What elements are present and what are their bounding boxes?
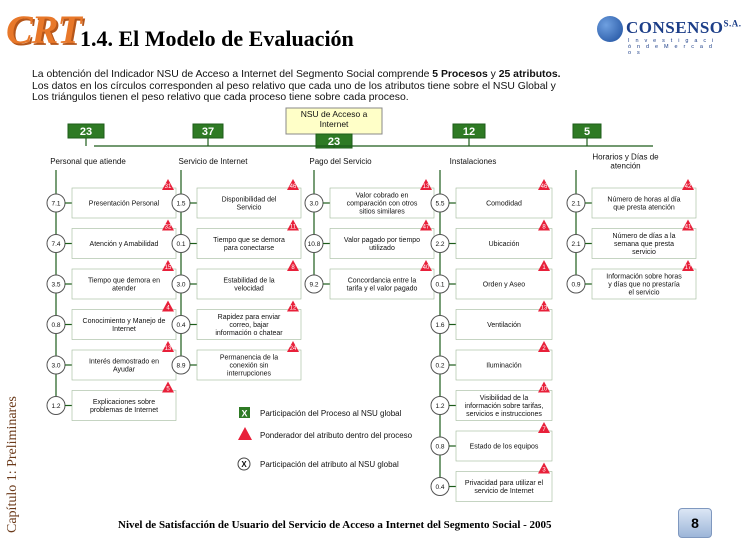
attribute-label-line: que presta atención: [613, 204, 675, 212]
attribute-circle-value: 1.2: [51, 403, 61, 410]
process-name-line: Personal que atiende: [50, 156, 126, 166]
legend-x-glyph: X: [241, 408, 248, 419]
root-weight-box-value: 23: [327, 136, 341, 148]
attribute-circle-value: 3.0: [51, 362, 61, 370]
attribute-circle-value: 2.1: [571, 200, 581, 208]
evaluation-tree-diagram: [28, 109, 720, 508]
attribute-label-line: Concordancia entre la: [347, 277, 417, 285]
attribute-label-line: Número de horas al día: [607, 196, 681, 204]
attribute-circle-value: 3.0: [309, 200, 319, 208]
legend-text-line: Participación del atributo al NSU global: [260, 459, 399, 469]
attribute-circle-value: 3.5: [51, 281, 61, 289]
process-weight-box-value: 37: [201, 126, 215, 138]
process-weight-triangle-value: 12: [289, 305, 297, 312]
consenso-brand: CONSENSO: [626, 18, 724, 37]
attribute-label-line: servicios e instrucciones: [466, 410, 542, 418]
chapter-label: Capítulo 1: Preliminares: [5, 396, 20, 533]
attribute-label-line: utilizado: [369, 244, 395, 252]
attribute-label-line: servicio de Internet: [474, 487, 534, 495]
attribute-label-line: semana que presta: [614, 240, 674, 248]
attribute-label-line: servicio: [632, 248, 656, 256]
intro-line2: Los datos en los círculos corresponden al peso relativo que cada uno de los atributos tiene sobre el NSU Global y: [32, 80, 556, 92]
attribute-circle-value: 0.1: [435, 281, 445, 289]
consenso-globe-icon: [597, 16, 623, 42]
process-weight-triangle-value: 32: [164, 224, 172, 231]
process-weight-box-value: 23: [79, 126, 93, 138]
process-name-line: atención: [610, 161, 641, 171]
attribute-label-line: Ayudar: [112, 366, 136, 374]
attribute-label-line: Conocimiento y Manejo de: [82, 317, 166, 325]
attribute-label-line: atender: [112, 285, 136, 293]
attribute-circle-value: 1.5: [176, 200, 186, 208]
process-weight-triangle-value: 4: [166, 305, 170, 312]
attribute-label-line: tarifa y el valor pagado: [346, 285, 418, 293]
intro-bold-attributes: 25 atributos.: [498, 69, 561, 80]
crt-logo: CRT: [6, 7, 81, 52]
attribute-label-line: y días que no prestaría: [608, 281, 680, 289]
process-weight-triangle-value: 10: [540, 386, 548, 393]
attribute-label-line: sitios similares: [359, 208, 405, 216]
root-label: Internet: [319, 119, 349, 129]
attribute-circle-value: 8.9: [176, 362, 186, 370]
process-weight-triangle-value: 7: [542, 427, 546, 433]
attribute-label-line: conexión sin: [229, 362, 269, 370]
attribute-label-line: Visibilidad de la: [479, 394, 529, 402]
consenso-tagline: I n v e s t i g a c i ó n d e M e r c a d o s: [628, 38, 716, 56]
process-weight-triangle-value: 15: [164, 265, 172, 271]
attribute-label-line: interrupciones: [227, 370, 271, 378]
attribute-label-line: correo, bajar: [229, 321, 269, 329]
process-weight-triangle-value: 5: [166, 386, 170, 393]
attribute-label-line: información sobre tarifas,: [464, 402, 544, 410]
attribute-circle-value: 7.4: [51, 241, 61, 248]
process-weight-triangle-value: 46: [289, 184, 297, 190]
attribute-label-line: comparación con otros: [346, 200, 418, 208]
consenso-logo: [626, 18, 742, 38]
attribute-circle-value: 0.4: [435, 484, 445, 491]
footer-caption: Nivel de Satisfacción de Usuario del Servicio de Acceso a Internet del Segmento Social - 2005: [118, 519, 552, 531]
process-weight-triangle-value: 31: [164, 184, 172, 190]
attribute-label-line: Valor pagado por tiempo: [343, 236, 421, 244]
intro-bold-processes: 5 Procesos: [432, 69, 488, 80]
attribute-label-line: el servicio: [628, 289, 660, 297]
intro-line3: Los triángulos tienen el peso relativo que cada proceso tiene sobre cada proceso.: [32, 92, 409, 104]
attribute-circle-value: 2.2: [435, 241, 445, 248]
attribute-circle-value: 0.8: [51, 322, 61, 329]
process-weight-triangle-value: 13: [164, 346, 172, 352]
attribute-circle-value: 1.6: [435, 322, 445, 329]
process-weight-box-value: 12: [462, 126, 476, 138]
attribute-label-line: problemas de Internet: [89, 406, 159, 414]
process-name-line: Instalaciones: [449, 156, 497, 166]
process-weight-triangle-value: 46: [540, 184, 548, 190]
process-weight-triangle-value: 47: [422, 224, 430, 231]
process-weight-triangle-value: 17: [684, 265, 692, 271]
attribute-label-line: Disponibilidad del: [221, 196, 277, 204]
attribute-label-line: Atención y Amabilidad: [89, 240, 159, 248]
attribute-label-line: Estabilidad de la: [223, 277, 275, 285]
process-name-line: Pago del Servicio: [309, 156, 372, 166]
intro-text: [32, 69, 692, 104]
intro-and: y: [487, 69, 499, 80]
attribute-label-line: información o chatear: [215, 329, 283, 337]
process-weight-triangle-value: 41: [684, 224, 692, 231]
attribute-label-line: Tiempo que demora en: [87, 277, 161, 285]
legend-text-line: Ponderador del atributo dentro del proceso: [260, 430, 413, 440]
attribute-label-line: Privacidad para utilizar el: [464, 479, 544, 487]
attribute-circle-value: 0.1: [176, 241, 186, 248]
attribute-label-line: Internet: [112, 325, 136, 333]
attribute-label-line: Orden y Aseo: [482, 281, 526, 289]
process-weight-triangle-value: 40: [422, 265, 430, 271]
attribute-circle-value: 9.2: [309, 281, 319, 289]
attribute-label-line: Presentación Personal: [88, 200, 160, 208]
process-name-line: Horarios y Días de: [592, 152, 659, 162]
process-weight-triangle-value: 8: [291, 265, 295, 271]
process-weight-triangle-value: 42: [684, 184, 692, 190]
process-weight-triangle-value: 11: [289, 224, 297, 231]
attribute-label-line: Ventilación: [487, 321, 521, 329]
process-weight-triangle-value: 13: [422, 184, 430, 190]
attribute-label-line: Valor cobrado en: [355, 192, 409, 200]
chapter-side-tab: [0, 396, 26, 540]
attribute-circle-value: 2.1: [571, 241, 581, 248]
consenso-suffix: S.A.: [723, 18, 742, 29]
attribute-label-line: Iluminación: [486, 362, 522, 370]
attribute-label-line: Número de días a la: [612, 232, 676, 240]
attribute-circle-value: 3.0: [176, 281, 186, 289]
attribute-circle-value: 1.2: [435, 403, 445, 410]
process-weight-triangle-value: 1: [542, 265, 546, 271]
attribute-label-line: Permanencia de la: [219, 354, 279, 362]
attribute-label-line: Ubicación: [488, 240, 520, 248]
attribute-label-line: Información sobre horas: [606, 273, 682, 281]
attribute-label-line: Interés demostrado en: [88, 358, 160, 366]
attribute-label-line: para conectarse: [223, 244, 275, 252]
process-weight-triangle-value: 8: [542, 224, 546, 231]
attribute-label-line: Estado de los equipos: [469, 443, 539, 451]
page-number: 8: [678, 508, 712, 538]
process-weight-box-value: 5: [583, 126, 591, 138]
attribute-label-line: Rapidez para enviar: [217, 313, 281, 321]
attribute-label-line: velocidad: [234, 285, 264, 293]
process-weight-triangle-value: 3: [542, 467, 546, 474]
attribute-circle-value: 7.1: [51, 200, 61, 208]
legend-x-glyph: X: [241, 460, 247, 469]
attribute-circle-value: 0.8: [435, 443, 445, 451]
attribute-label-line: Tiempo que se demora: [213, 236, 285, 244]
attribute-circle-value: 5.5: [435, 200, 445, 208]
process-name-line: Servicio de Internet: [178, 156, 248, 166]
intro-line1: La obtención del Indicador NSU de Acceso a Internet del Segmento Social comprende: [32, 69, 433, 80]
legend-text-line: Participación del Proceso al NSU global: [260, 408, 402, 418]
attribute-label-line: Servicio: [236, 204, 262, 212]
triangle-icon: [238, 427, 252, 440]
attribute-circle-value: 10.8: [307, 241, 321, 248]
attribute-label-line: Explicaciones sobre: [92, 398, 156, 406]
attribute-label-line: Comodidad: [486, 200, 522, 208]
attribute-circle-value: 0.4: [176, 322, 186, 329]
process-weight-triangle-value: 13: [540, 305, 548, 312]
process-weight-triangle-value: 2: [542, 346, 546, 352]
attribute-circle-value: 0.2: [435, 362, 445, 370]
process-weight-triangle-value: 24: [289, 346, 297, 352]
slide-title: 1.4. El Modelo de Evaluación: [80, 26, 354, 51]
attribute-circle-value: 0.9: [571, 281, 581, 289]
root-label: NSU de Acceso a: [300, 109, 368, 119]
